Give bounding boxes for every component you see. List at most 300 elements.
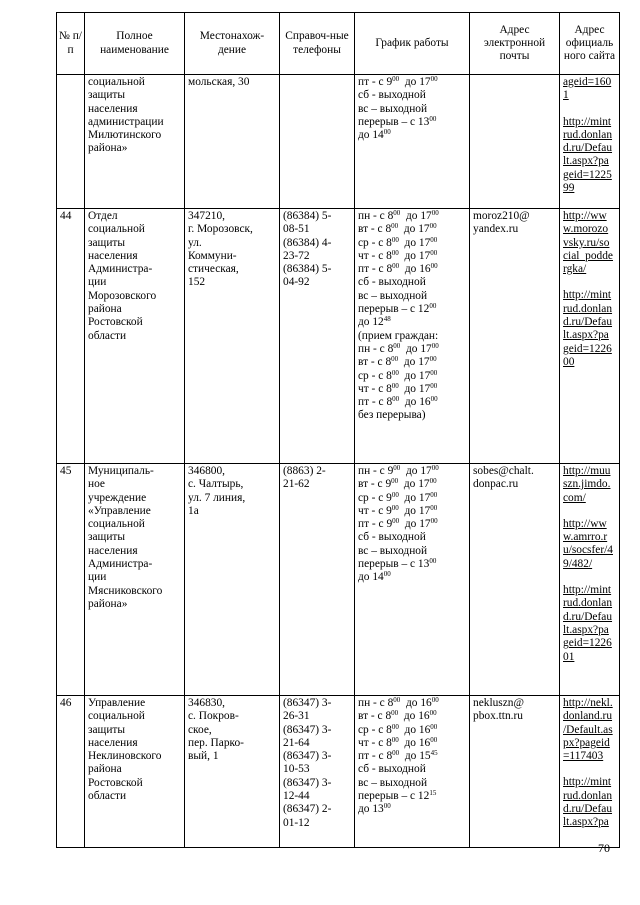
site-link-line[interactable]: cial_podde xyxy=(563,249,613,262)
email-cell xyxy=(470,75,560,209)
schedule-text: до 17 xyxy=(398,356,430,369)
schedule-minutes: 00 xyxy=(391,235,399,244)
email-line: yandex.ru xyxy=(473,223,519,236)
schedule-text: до 17 xyxy=(399,76,431,88)
schedule-minutes: 00 xyxy=(429,222,437,231)
org-name-line: учреждение xyxy=(88,491,147,504)
schedule-line xyxy=(358,250,466,263)
site-link-line[interactable]: http://mint xyxy=(563,115,612,128)
phone-line: (86347) 3- xyxy=(283,697,332,709)
site-link-line[interactable]: geid=1226 xyxy=(563,342,612,355)
schedule-cell xyxy=(355,209,470,464)
site-link[interactable] xyxy=(563,697,616,763)
org-name-line: социальной xyxy=(88,518,145,531)
schedule-text: перерыв – с 13 xyxy=(358,115,430,128)
org-name-cell xyxy=(85,75,185,209)
schedule-line xyxy=(358,103,466,116)
schedule-text: до 15 xyxy=(399,750,431,763)
site-link-line[interactable]: d.ru/Defau xyxy=(563,803,613,816)
schedule-minutes: 00 xyxy=(429,477,437,486)
site-link-line[interactable]: lt.aspx?pa xyxy=(563,816,609,829)
email-line: nekluszn@ xyxy=(473,697,524,709)
phone-line: 12-44 xyxy=(283,790,310,803)
site-link-line[interactable]: donland.ru xyxy=(563,710,613,723)
org-name-line: социальной xyxy=(88,76,145,88)
schedule-line xyxy=(358,343,466,356)
schedule-text: вт - с 8 xyxy=(358,710,392,723)
org-name-line: администрации xyxy=(88,115,164,128)
schedule-minutes: 00 xyxy=(393,696,401,704)
location-line: г. Морозовск, xyxy=(188,223,253,236)
schedule-line xyxy=(358,303,466,316)
location-line: Коммуни- xyxy=(188,249,237,262)
site-cell xyxy=(560,209,620,464)
schedule-line xyxy=(358,545,466,558)
site-link-line[interactable]: w.morozo xyxy=(563,223,609,236)
schedule-line xyxy=(358,777,466,790)
location-cell xyxy=(185,464,280,696)
org-name-cell xyxy=(85,696,185,848)
schedule-text: пн - с 8 xyxy=(358,210,394,222)
schedule-minutes: 00 xyxy=(429,557,437,566)
site-link-line[interactable]: rud.donlan xyxy=(563,789,613,802)
org-name-line: области xyxy=(88,790,127,803)
schedule-text: до 17 xyxy=(398,491,431,504)
table-row xyxy=(57,75,620,209)
schedule-line xyxy=(358,531,466,544)
phone-line: 21-64 xyxy=(283,736,310,749)
schedule-line xyxy=(358,276,466,289)
schedule-text: до 16 xyxy=(399,263,431,276)
schedule-text: пт - с 9 xyxy=(358,518,393,531)
schedule-text: чт - с 8 xyxy=(358,382,392,395)
site-link-line[interactable]: http://mint xyxy=(563,584,612,597)
email-line: sobes@chalt. xyxy=(473,465,534,477)
org-name-line: Милютинского xyxy=(88,129,162,142)
location-line: с. Чалтырь, xyxy=(188,478,244,491)
phone-line: (86347) 2- xyxy=(283,803,332,816)
schedule-text: до 17 xyxy=(398,478,430,491)
schedule-minutes: 00 xyxy=(391,490,399,499)
phone-line: 23-72 xyxy=(283,249,310,262)
schedule-line xyxy=(358,370,466,383)
site-link-line[interactable]: 01 xyxy=(563,650,575,663)
schedule-text: перерыв – с 13 xyxy=(358,558,430,571)
schedule-line xyxy=(358,396,466,409)
schedule-line xyxy=(358,76,466,89)
schedule-cell xyxy=(355,75,470,209)
location-line: вый, 1 xyxy=(188,750,219,763)
schedule-line xyxy=(358,465,466,478)
link-gap xyxy=(563,571,616,584)
site-link-line[interactable]: w.amrro.r xyxy=(563,531,608,544)
site-link-line[interactable]: http://ww xyxy=(563,210,607,222)
schedule-text: до 17 xyxy=(398,236,431,249)
site-cell xyxy=(560,75,620,209)
table-row xyxy=(57,464,620,696)
schedule-minutes: 00 xyxy=(431,696,439,704)
schedule-minutes: 00 xyxy=(391,722,399,731)
org-name-line: населения xyxy=(88,544,138,557)
schedule-minutes: 00 xyxy=(383,128,391,137)
schedule-minutes: 00 xyxy=(430,368,438,377)
schedule-text: до 17 xyxy=(398,369,431,382)
schedule-minutes: 00 xyxy=(430,381,438,390)
org-name-line: ции xyxy=(88,571,107,584)
org-name-line: социальной xyxy=(88,710,145,723)
row-number: 46 xyxy=(57,696,85,848)
schedule-text: до 17 xyxy=(398,382,431,395)
org-name-line: населения xyxy=(88,736,138,749)
site-link-line[interactable]: rud.donlan xyxy=(563,128,613,141)
phones-cell xyxy=(280,696,355,848)
schedule-text: до 16 xyxy=(399,396,431,409)
schedule-text: сб - выходной xyxy=(358,276,426,289)
link-gap xyxy=(563,103,616,116)
schedule-text: сб - выходной xyxy=(358,531,426,544)
org-name-line: Муниципаль- xyxy=(88,465,154,477)
location-line: 1а xyxy=(188,504,199,517)
location-line: мольская, 30 xyxy=(188,76,250,88)
table-row xyxy=(57,209,620,464)
site-link-line[interactable]: px?pageid xyxy=(563,736,610,749)
site-link-line[interactable]: ageid=160 xyxy=(563,76,612,88)
site-link-line[interactable]: 9/482/ xyxy=(563,557,593,570)
schedule-minutes: 00 xyxy=(430,503,438,512)
site-link-line[interactable]: geid=1225 xyxy=(563,168,612,181)
schedule-line xyxy=(358,356,466,369)
schedule-line xyxy=(358,737,466,750)
site-link-line[interactable]: szn.jimdo. xyxy=(563,478,611,491)
schedule-text: пт - с 8 xyxy=(358,396,393,409)
org-name-line: защиты xyxy=(88,89,126,102)
schedule-minutes: 00 xyxy=(431,341,439,350)
site-link[interactable] xyxy=(563,116,616,196)
site-link-line[interactable]: lt.aspx?pa xyxy=(563,623,609,636)
schedule-minutes: 00 xyxy=(430,262,438,271)
schedule-minutes: 48 xyxy=(383,315,391,324)
header-location: Местонахож-дение xyxy=(185,13,280,75)
schedule-minutes: 00 xyxy=(393,464,401,472)
phone-line: (86384) 4- xyxy=(283,236,332,249)
schedule-minutes: 00 xyxy=(430,722,438,731)
schedule-minutes: 00 xyxy=(383,802,391,811)
org-name-cell xyxy=(85,209,185,464)
schedule-line xyxy=(358,803,466,816)
schedule-text: до 17 xyxy=(398,249,431,262)
site-link[interactable] xyxy=(563,518,616,571)
org-name-line: района» xyxy=(88,597,128,610)
schedule-minutes: 00 xyxy=(391,709,399,718)
link-gap xyxy=(563,505,616,518)
schedule-text: (прием граждан: xyxy=(358,329,439,342)
schedule-text: вт - с 8 xyxy=(358,356,392,369)
site-link-line[interactable]: rud.donlan xyxy=(563,302,613,315)
location-line: ул. xyxy=(188,236,202,249)
phone-line: 04-92 xyxy=(283,276,310,289)
schedule-line xyxy=(358,763,466,776)
schedule-text: ср - с 9 xyxy=(358,491,392,504)
phones-cell xyxy=(280,209,355,464)
schedule-text: до 16 xyxy=(400,697,432,709)
email-cell xyxy=(470,696,560,848)
schedule-minutes: 00 xyxy=(392,75,400,83)
schedule-line xyxy=(358,237,466,250)
schedule-line xyxy=(358,316,466,329)
schedule-text: до 17 xyxy=(400,210,432,222)
email-line: donpac.ru xyxy=(473,478,519,491)
site-link-line[interactable]: =117403 xyxy=(563,750,604,763)
schedule-text: пт - с 9 xyxy=(358,76,393,88)
email-line: moroz210@ xyxy=(473,210,530,222)
schedule-text: перерыв – с 12 xyxy=(358,303,430,316)
schedule-line xyxy=(358,383,466,396)
schedule-line xyxy=(358,290,466,303)
phone-line: (86384) 5- xyxy=(283,210,332,222)
row-number: 44 xyxy=(57,209,85,464)
schedule-line xyxy=(358,710,466,723)
site-link-line[interactable]: http://ww xyxy=(563,517,607,530)
schedule-text: до 12 xyxy=(358,316,384,329)
schedule-text: до 16 xyxy=(398,710,430,723)
schedule-minutes: 00 xyxy=(430,75,438,83)
header-email: Адрес электронной почты xyxy=(470,13,560,75)
org-name-line: Администра- xyxy=(88,558,153,571)
schedule-text: пт - с 8 xyxy=(358,750,393,763)
org-name-line: Мясниковского xyxy=(88,584,163,597)
header-site: Адрес официаль ного сайта xyxy=(560,13,620,75)
schedule-text: вт - с 8 xyxy=(358,223,392,236)
schedule-minutes: 00 xyxy=(431,209,439,217)
phone-line: (86347) 3- xyxy=(283,776,332,789)
schedule-text: до 16 xyxy=(398,736,431,749)
location-line: с. Покров- xyxy=(188,710,239,723)
schedule-text: до 17 xyxy=(398,223,430,236)
schedule-line xyxy=(358,330,466,343)
schedule-text: до 17 xyxy=(400,342,432,355)
site-link-line[interactable]: lt.aspx?pa xyxy=(563,329,609,342)
header-num: № п/п xyxy=(57,13,85,75)
phone-line: 10-53 xyxy=(283,763,310,776)
site-link-line[interactable]: 99 xyxy=(563,182,575,195)
site-link-line[interactable]: /Default.as xyxy=(563,723,613,736)
schedule-minutes: 00 xyxy=(392,262,400,271)
schedule-minutes: 00 xyxy=(392,395,400,404)
schedule-line xyxy=(358,263,466,276)
site-link-line[interactable]: rud.donlan xyxy=(563,597,613,610)
schedule-text: чт - с 8 xyxy=(358,736,392,749)
schedule-line xyxy=(358,750,466,763)
site-link[interactable] xyxy=(563,584,616,664)
schedule-cell xyxy=(355,464,470,696)
phone-line: 21-62 xyxy=(283,478,310,491)
phones-cell xyxy=(280,464,355,696)
location-line: пер. Парко- xyxy=(188,736,244,749)
location-line: ул. 7 линия, xyxy=(188,491,246,504)
org-name-line: района» xyxy=(88,142,128,155)
org-name-line: района xyxy=(88,303,122,316)
schedule-text: вс – выходной xyxy=(358,289,428,302)
site-link-line[interactable]: http://mint xyxy=(563,289,612,302)
site-link-line[interactable]: 00 xyxy=(563,355,575,368)
site-link-line[interactable]: 1 xyxy=(563,89,569,102)
site-link-line[interactable]: http://muu xyxy=(563,465,611,477)
schedule-text: пт - с 8 xyxy=(358,263,393,276)
site-link[interactable] xyxy=(563,210,616,276)
site-link-line[interactable]: lt.aspx?pa xyxy=(563,155,609,168)
header-schedule: График работы xyxy=(355,13,470,75)
schedule-line xyxy=(358,790,466,803)
site-link-line[interactable]: d.ru/Defau xyxy=(563,316,613,329)
schedule-minutes: 00 xyxy=(391,477,399,486)
org-name-line: ции xyxy=(88,276,107,289)
schedule-minutes: 15 xyxy=(429,789,437,798)
org-name-line: населения xyxy=(88,249,138,262)
schedule-text: чт - с 9 xyxy=(358,504,392,517)
schedule-text: сб - выходной xyxy=(358,763,426,776)
schedule-minutes: 00 xyxy=(391,735,399,744)
email-cell xyxy=(470,209,560,464)
org-name-line: области xyxy=(88,329,127,342)
schedule-text: до 16 xyxy=(398,723,431,736)
location-line: 346830, xyxy=(188,697,226,709)
schedule-text: вс – выходной xyxy=(358,776,428,789)
phone-line: (86347) 3- xyxy=(283,750,332,763)
schedule-line xyxy=(358,505,466,518)
site-link[interactable] xyxy=(563,76,616,103)
site-link-line[interactable]: d.ru/Defau xyxy=(563,610,613,623)
schedule-minutes: 00 xyxy=(429,302,437,311)
schedule-line xyxy=(358,210,466,223)
org-name-line: района xyxy=(88,763,122,776)
schedule-text: ср - с 8 xyxy=(358,723,392,736)
schedule-text: ср - с 8 xyxy=(358,236,392,249)
schedule-minutes: 00 xyxy=(393,209,401,217)
table-header-row xyxy=(57,13,620,75)
phone-line: 01-12 xyxy=(283,816,310,829)
schedule-text: до 17 xyxy=(400,465,432,477)
schedule-line xyxy=(358,116,466,129)
location-line: стическая, xyxy=(188,263,239,276)
org-name-line: «Управление xyxy=(88,504,151,517)
phone-line: (8863) 2- xyxy=(283,465,326,477)
site-cell xyxy=(560,464,620,696)
schedule-minutes: 00 xyxy=(391,381,399,390)
schedule-line xyxy=(358,571,466,584)
schedule-text: перерыв – с 12 xyxy=(358,790,430,803)
header-phones: Справоч-ные телефоны xyxy=(280,13,355,75)
site-link-line[interactable]: http://nekl. xyxy=(563,697,613,709)
site-link[interactable] xyxy=(563,465,616,505)
link-gap xyxy=(563,276,616,289)
email-cell xyxy=(470,464,560,696)
org-name-cell xyxy=(85,464,185,696)
schedule-minutes: 00 xyxy=(392,749,400,758)
schedule-text: вт - с 9 xyxy=(358,478,392,491)
schedule-minutes: 00 xyxy=(392,517,400,526)
schedule-line xyxy=(358,409,466,422)
site-link-line[interactable]: d.ru/Defau xyxy=(563,142,613,155)
org-name-line: социальной xyxy=(88,223,145,236)
schedule-text: чт - с 8 xyxy=(358,249,392,262)
schedule-text: вс – выходной xyxy=(358,544,428,557)
org-name-line: Ростовской xyxy=(88,776,143,789)
schedule-text: до 17 xyxy=(398,504,431,517)
location-line: 152 xyxy=(188,276,206,289)
org-name-line: Морозовского xyxy=(88,289,157,302)
location-cell xyxy=(185,75,280,209)
schedule-minutes: 00 xyxy=(429,355,437,364)
schedule-line xyxy=(358,558,466,571)
site-cell xyxy=(560,696,620,848)
table-body xyxy=(57,75,620,848)
org-name-line: населения xyxy=(88,102,138,115)
schedule-minutes: 00 xyxy=(431,464,439,472)
table-row xyxy=(57,696,620,848)
schedule-line xyxy=(358,518,466,531)
site-link-line[interactable]: com/ xyxy=(563,491,586,504)
header-name: Полное наименование xyxy=(85,13,185,75)
org-name-line: Администра- xyxy=(88,263,153,276)
link-gap xyxy=(563,763,616,776)
schedule-minutes: 00 xyxy=(430,517,438,526)
schedule-text: ср - с 8 xyxy=(358,369,392,382)
org-name-line: ное xyxy=(88,478,105,491)
schedule-line xyxy=(358,697,466,710)
site-link[interactable] xyxy=(563,289,616,369)
schedule-minutes: 00 xyxy=(429,114,437,123)
schedule-minutes: 00 xyxy=(383,570,391,579)
site-link[interactable] xyxy=(563,776,616,829)
phone-line: (86384) 5- xyxy=(283,263,332,276)
schedule-minutes: 00 xyxy=(430,490,438,499)
schedule-minutes: 00 xyxy=(429,709,437,718)
schedule-text: до 17 xyxy=(399,518,431,531)
org-name-line: защиты xyxy=(88,531,126,544)
schedule-line xyxy=(358,724,466,737)
organizations-table xyxy=(56,12,620,848)
page-number: 70 xyxy=(598,841,610,855)
schedule-line xyxy=(358,129,466,142)
site-link-line[interactable]: http://mint xyxy=(563,776,612,789)
row-number xyxy=(57,75,85,209)
site-link-line[interactable]: rgka/ xyxy=(563,263,587,276)
schedule-minutes: 00 xyxy=(393,341,401,350)
schedule-minutes: 00 xyxy=(430,735,438,744)
schedule-cell xyxy=(355,696,470,848)
site-link-line[interactable]: vsky.ru/so xyxy=(563,236,610,249)
org-name-line: Неклиновского xyxy=(88,750,162,763)
location-line: 346800, xyxy=(188,465,226,477)
phone-line: 08-51 xyxy=(283,223,310,236)
phone-line: (86347) 3- xyxy=(283,723,332,736)
schedule-minutes: 00 xyxy=(430,248,438,257)
org-name-line: Ростовской xyxy=(88,316,143,329)
site-link-line[interactable]: u/socsfer/4 xyxy=(563,544,613,557)
schedule-text: вс – выходной xyxy=(358,102,428,115)
email-line: pbox.ttn.ru xyxy=(473,710,523,723)
site-link-line[interactable]: geid=1226 xyxy=(563,637,612,650)
schedule-text: без перерыва) xyxy=(358,409,426,422)
phones-cell xyxy=(280,75,355,209)
schedule-text: до 14 xyxy=(358,129,384,142)
schedule-minutes: 45 xyxy=(430,749,438,758)
org-name-line: Управление xyxy=(88,697,146,709)
location-line: ское, xyxy=(188,723,212,736)
schedule-text: до 13 xyxy=(358,803,384,816)
location-line: 347210, xyxy=(188,210,226,222)
schedule-minutes: 00 xyxy=(391,222,399,231)
